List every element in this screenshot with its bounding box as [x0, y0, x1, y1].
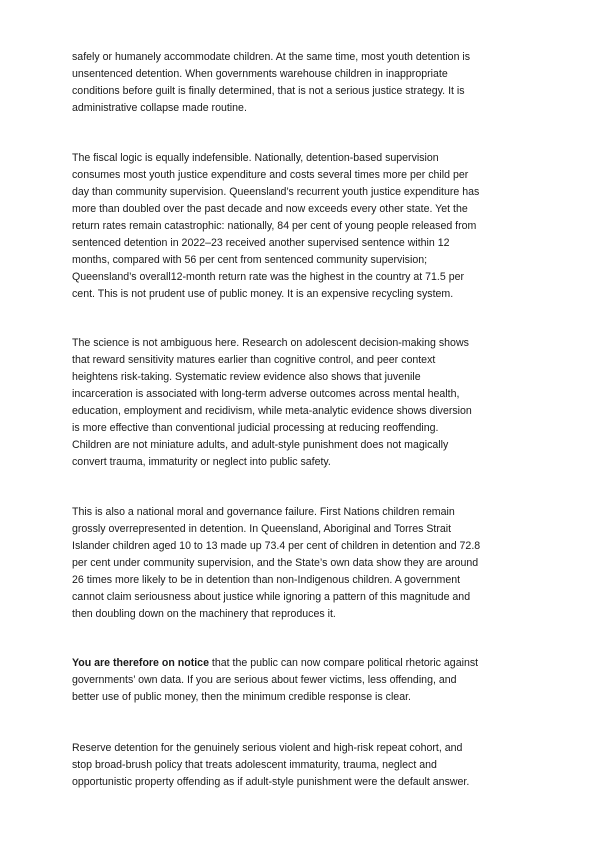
text-line: is more effective than conventional judicial processing at reducing reoffending.: [72, 422, 439, 434]
text-line: consumes most youth justice expenditure and costs several times more per child per: [72, 169, 469, 181]
text-line: Queensland’s overall12-month return rate was the highest in the country at 71.5 per: [72, 271, 465, 283]
text-line: convert trauma, immaturity or neglect into public safety.: [72, 456, 331, 468]
paragraph-science: [72, 335, 532, 471]
text-line: safely or humanely accommodate children. At the same time, most youth detention is: [72, 51, 471, 63]
text-line: Children are not miniature adults, and adult-style punishment does not magically: [72, 439, 449, 451]
text-line: This is also a national moral and governance failure. First Nations children remain: [72, 506, 455, 518]
text-line: return rates remain catastrophic: nationally, 84 per cent of young people released from: [72, 220, 477, 232]
text-line: cannot claim seriousness about justice while ignoring a pattern of this magnitude and: [72, 591, 471, 603]
text-line: more than doubled over the past decade and now exceeds every other state. Yet the: [72, 203, 468, 215]
text-line: unsentenced detention. When governments warehouse children in inappropriate: [72, 68, 448, 80]
text-line: stop broad-brush policy that treats adolescent immaturity, trauma, neglect and: [72, 759, 437, 771]
paragraph-reserve-detention: [72, 740, 532, 791]
text-line: incarceration is associated with long-term adverse outcomes across mental health,: [72, 388, 460, 400]
text-line: The science is not ambiguous here. Research on adolescent decision-making shows: [72, 337, 469, 349]
text-line: opportunistic property offending as if adult-style punishment were the default answer.: [72, 776, 470, 788]
text-line: that reward sensitivity matures earlier than cognitive control, and peer context: [72, 354, 436, 366]
paragraph-detention-accommodation: [72, 49, 532, 117]
bold-lead: You are therefore on notice: [72, 657, 209, 669]
text-line: then doubling down on the machinery that reproduces it.: [72, 608, 336, 620]
text-line: grossly overrepresented in detention. In Queensland, Aboriginal and Torres Strait: [72, 523, 452, 535]
text-line: 26 times more likely to be in detention than non-Indigenous children. A government: [72, 574, 461, 586]
text-line: heightens risk-taking. Systematic review evidence also shows that juvenile: [72, 371, 421, 383]
text-line: Reserve detention for the genuinely serious violent and high-risk repeat cohort, and: [72, 742, 463, 754]
text-line: cent. This is not prudent use of public money. It is an expensive recycling system.: [72, 288, 454, 300]
paragraph-notice: [72, 655, 532, 706]
text-line: Islander children aged 10 to 13 made up 73.4 per cent of children in detention and 72.8: [72, 540, 481, 552]
paragraph-fiscal-logic: [72, 150, 532, 303]
text-line: conditions before guilt is finally determined, that is not a serious justice strategy. It is: [72, 85, 465, 97]
text-line: months, compared with 56 per cent from sentenced community supervision;: [72, 254, 428, 266]
text-line: administrative collapse made routine.: [72, 102, 247, 114]
text-line: better use of public money, then the minimum credible response is clear.: [72, 691, 411, 703]
paragraph-governance-failure: [72, 504, 532, 623]
text-line: governments’ own data. If you are serious about fewer victims, less offending, and: [72, 674, 457, 686]
text-line: per cent under community supervision, and the State’s own data show they are around: [72, 557, 479, 569]
text-line: [72, 655, 532, 672]
text-line: day than community supervision. Queensland’s recurrent youth justice expenditure has: [72, 186, 480, 198]
text-line: sentenced detention in 2022–23 received another supervised sentence within 12: [72, 237, 450, 249]
text-fragment: that the public can now compare political rhetoric against: [208, 657, 479, 669]
text-line: The fiscal logic is equally indefensible. Nationally, detention-based supervision: [72, 152, 439, 164]
text-line: education, employment and recidivism, while meta-analytic evidence shows diversion: [72, 405, 472, 417]
